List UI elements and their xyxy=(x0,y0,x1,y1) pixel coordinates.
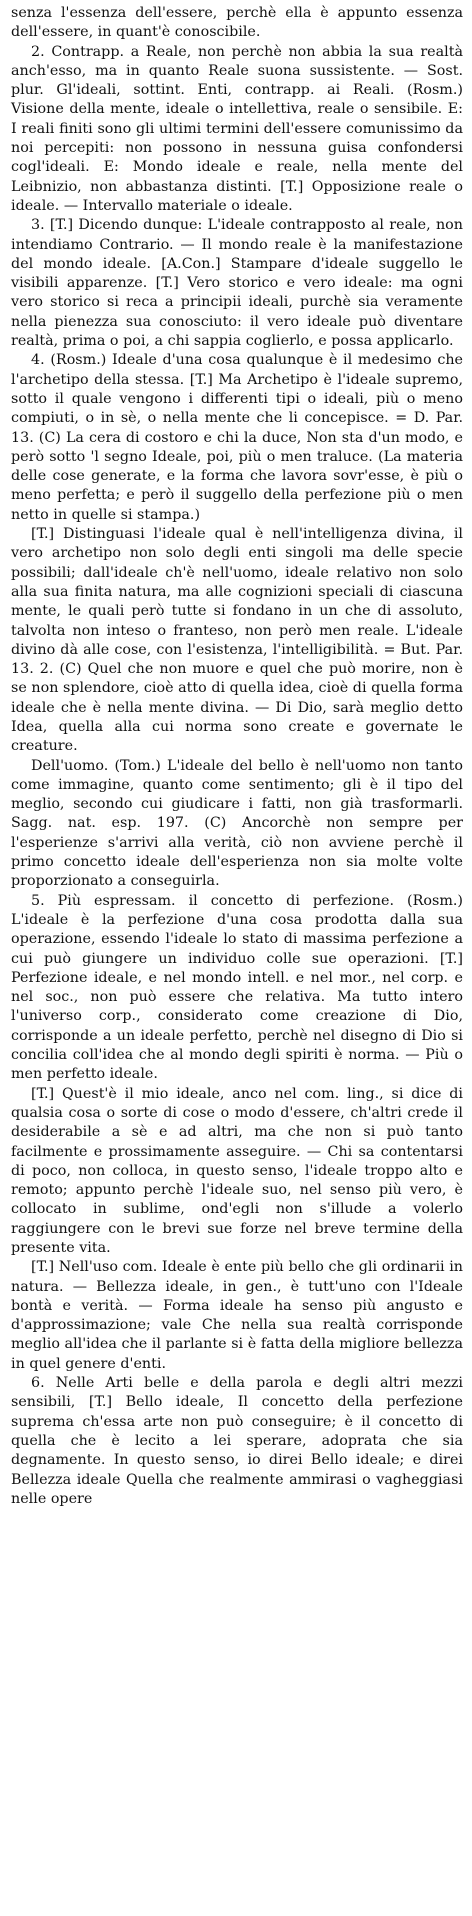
paragraph-dell-uomo: Dell'uomo. (Tom.) L'ideale del bello è nell'uomo non tanto come immagine, quanto come sentimento; gli è il tipo del meglio, secondo cui giudicare i fatti, non già trasformarli. Sagg. nat. esp. 197. (C) Ancorchè non sempre per l'esperienze s'arrivi alla verità, ciò non avviene perchè il primo concetto ideale dell'esperienza non sia molte volte proporzionato a conseguirla. xyxy=(11,757,463,890)
sense-3-ideale-contrapposto: 3. [T.] Dicendo dunque: L'ideale contrapposto al reale, non intendiamo Contrario. — Il mondo reale è la manifestazione del mondo ideale. [A.Con.] Stampare d'ideale suggello le visibili apparenze. [T.] Vero storico e vero ideale: ma ogni vero storico si reca a principii ideali, purchè sia veramente nella pienezza sua conosciuto: il vero ideale può diventare realtà, prima o poi, a chi sappia coglierlo, e possa applicarlo. xyxy=(11,217,463,350)
entry-continuation: senza l'essenza dell'essere, perchè ella è appunto essenza dell'essere, in quant'è conoscibile. xyxy=(11,5,463,41)
sense-2-contrapp-reale: 2. Contrapp. a Reale, non perchè non abbia la sua realtà anch'esso, ma in quanto Reale suona sussistente. — Sost. plur. Gl'ideali, sottint. Enti, contrapp. ai Reali. (Rosm.) Visione della mente, ideale o intellettiva, reale o sensibile. E: I reali finiti sono gli ultimi termini dell'essere comunissimo da noi percepiti: non possono in nessuna guisa confondersi cogl'ideali. E: Mondo ideale e reale, nella mente del Leibnizio, non abbastanza distinti. [T.] Opposizione reale o ideale. — Intervallo materiale o ideale. xyxy=(11,43,463,214)
sense-5-perfezione: 5. Più espressam. il concetto di perfezione. (Rosm.) L'ideale è la perfezione d'una cosa prodotta dalla sua operazione, essendo l'ideale lo stato di massima perfezione a cui può giungere un individuo colle sue operazioni. [T.] Perfezione ideale, e nel mondo intell. e nel mor., nel corp. e nel soc., non può essere che relativa. Ma tutto intero l'universo corp., considerato come creazione di Dio, corrisponde a un ideale perfetto, perchè nel disegno di Dio si concilia coll'idea che al mondo degli spiriti è norma. — Più o men perfetto ideale. xyxy=(11,892,463,1083)
sense-6-arti-belle: 6. Nelle Arti belle e della parola e degli altri mezzi sensibili, [T.] Bello ideale, Il concetto della perfezione suprema ch'essa arte non può conseguire; è il concetto di quella che è lecito a lei sperare, adoprata che sia degnamente. In questo senso, io direi Bello ideale; e direi Bellezza ideale Quella che realmente ammirasi o vagheggiasi nelle opere xyxy=(11,1375,463,1507)
paragraph-ideale-divino: [T.] Distinguasi l'ideale qual è nell'intelligenza divina, il vero archetipo non solo degli enti singoli ma delle specie possibili; dall'ideale ch'è nell'uomo, ideale relativo non solo alla sua finita natura, ma alle cognizioni speciali di ciascuna mente, le quali però tutte si fondano in un che di assoluto, talvolta non inteso o franteso, non però men reale. L'ideale divino dà alle cose, con l'esistenza, l'intelligibilità. = But. Par. 13. 2. (C) Quel che non muore e quel che può morire, non è se non splendore, cioè atto di quella idea, cioè di quella forma ideale che è nella mente divina. — Di Dio, sarà meglio detto Idea, quella alla cui norma sono create e governate le creature. xyxy=(11,526,463,755)
paragraph-uso-comune: [T.] Nell'uso com. Ideale è ente più bello che gli ordinarii in natura. — Bellezza ideale, in gen., è tutt'uno con l'Ideale bontà e verità. — Forma ideale ha senso più angusto e d'approssimazione; vale Che nella sua realtà corrisponde meglio all'idea che il parlante si è fatta della migliore bellezza in quel genere d'enti. xyxy=(11,1259,463,1372)
sense-4-archetipo: 4. (Rosm.) Ideale d'una cosa qualunque è il medesimo che l'archetipo della stessa. [T.] Ma Archetipo è l'ideale supremo, sotto il quale vengono i differenti tipi o ideali, più o meno compiuti, o in sè, o nella mente che li concepisce. = D. Par. 13. (C) La cera di costoro e chi la duce, Non sta d'un modo, e però sotto 'l segno Ideale, poi, più o men traluce. (La materia delle cose generate, e la forma che lavora sovr'esse, è più o meno perfetta; e però il suggello della perfezione più o men netto in quelle si stampa.) xyxy=(11,352,463,523)
paragraph-mio-ideale: [T.] Quest'è il mio ideale, anco nel com. ling., si dice di qualsia cosa o sorte di cose o modo d'essere, ch'altri crede il desiderabile a sè e ad altri, ma che non si può tanto facilmente e prossimamente asseguire. — Chi sa contentarsi di poco, non colloca, in questo senso, l'ideale troppo alto e remoto; appunto perchè l'ideale suo, nel senso più vero, è collocato in sublime, ond'egli non s'illude a volerlo raggiungere con le brevi sue forze nel breve termine della presente vita. xyxy=(11,1085,463,1256)
